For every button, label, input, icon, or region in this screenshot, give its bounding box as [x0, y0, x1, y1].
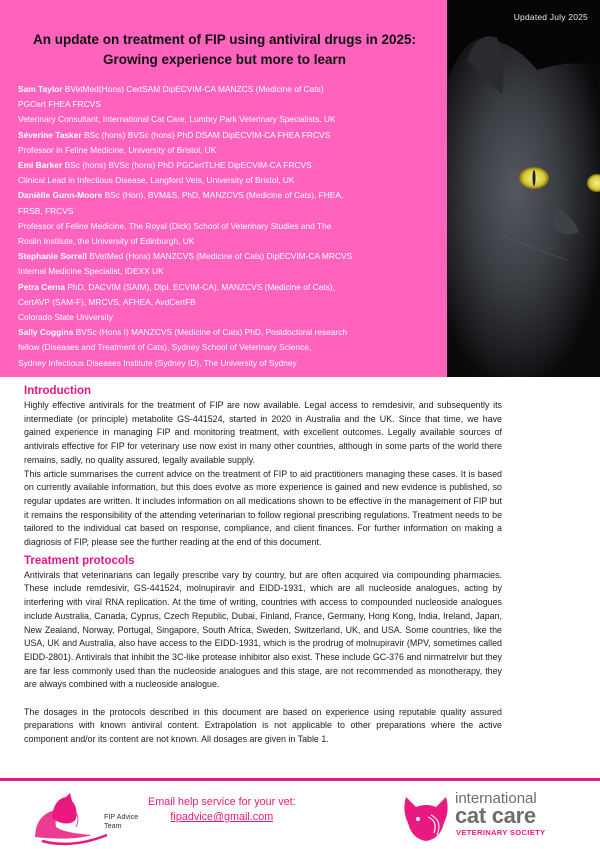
email-help-label: Email help service for your vet:: [148, 796, 296, 808]
footer: [0, 781, 600, 849]
header-banner: [0, 0, 600, 377]
author-qualifications: PGCert FHEA FRCVS: [18, 99, 101, 110]
author-affiliation: Internal Medicine Specialist, IDEXX UK: [18, 266, 164, 277]
author-name: Danièlle Gunn-Moore: [18, 190, 103, 201]
author-affiliation: Sydney Infectious Diseases Institute (Sydney ID), The University of Sydney: [18, 357, 297, 368]
author-qualifications: FRSB, FRCVS: [18, 205, 74, 216]
author-qualifications: BVetMed (Hons) MANZCVS (Medicine of Cats) DipECVIM-CA MRCVS: [89, 251, 353, 262]
author-affiliation: Professor of Feline Medicine, The Royal (Dick) School of Veterinary Studies and The: [18, 220, 332, 231]
introduction-paragraph-1: Highly effective antivirals for the treatment of FIP are now available. Legal access to remdesivir, and subsequently its intermediate (or principle) metabolite GS-441524, started in 2020 in Australia and the UK. Since that time, we have gained experience in managing FIP and monitoring treatment, with excellent outcomes. Legally available sources of antivirals effective for FIP for veterinary use now exist in many other countries, although in some parts of the world there remains, sadly, no quality assured, legally available supply.: [24, 400, 502, 465]
author-qualifications: BSc (hons) BVSc (hons) PhD DSAM DipECVIM-CA FHEA FRCVS: [83, 129, 331, 140]
icc-cat-head-icon: [400, 793, 452, 845]
author-affiliation: Colorado State University: [18, 312, 113, 323]
author-qualifications: PhD, DACVIM (SAIM), Dipl. ECVIM-CA), MANZCVS (Medicine of Cats),: [67, 281, 335, 292]
author-qualifications: fellow (Diseases and Treatment of Cats), Sydney School of Veterinary Science,: [18, 342, 312, 353]
introduction-heading: Introduction: [24, 385, 92, 397]
title-line-1: An update on treatment of FIP using antiviral drugs in 2025:: [32, 32, 417, 47]
updated-date: Updated July 2025: [513, 12, 588, 22]
introduction-paragraph-2: This article summarises the current advice on the treatment of FIP to aid practitioners managing these cases. It is based on currently available information, but this does evolve as more experience is gained and new evidence is published, so regular updates are written. It includes information on all medications shown to be effective in the management of FIP but it remains the responsibility of the attending veterinarian to follow regional prescribing regulations. Treatment needs to be tailored to the individual cat based on response, compliance, and client finances. For further information on making a diagnosis of FIP, please see the further reading at the end of this document.: [24, 468, 502, 548]
author-name: Séverine Tasker: [18, 129, 82, 140]
author-qualifications: BVetMed(Hons) CertSAM DipECVIM-CA MANZCS (Medicine of Cats): [64, 84, 324, 94]
author-qualifications: BSc (Hon), BVM&S, PhD, MANZCVS (Medicine of Cats), FHEA,: [104, 190, 344, 201]
author-entry: [18, 82, 434, 97]
email-help-block: [148, 795, 296, 825]
author-entry: [18, 280, 434, 295]
author-entry: [18, 158, 434, 173]
author-affiliation: Clinical Lead in Infectious Disease, Langford Vets, University of Bristol, UK: [18, 175, 295, 186]
treatment-protocols-heading: Treatment protocols: [24, 554, 135, 567]
author-qualifications: BSc (hons) BVSc (hons) PhD PGCertTLHE DipECVIM-CA FRCVS: [64, 160, 312, 171]
author-name: Emi Barker: [18, 160, 63, 171]
author-entry: [18, 325, 434, 340]
author-entry: [18, 249, 434, 264]
treatment-paragraph-2: The dosages in the protocols described in this document are based on experience using reputable quality assured preparations with known antiviral content. Extrapolation is not applicable to other preparations where the active component and/or its content are not known. All dosages are given in Table 1.: [24, 706, 502, 745]
email-link[interactable]: fipadvice@gmail.com: [170, 811, 274, 823]
author-name: Sam Taylor: [18, 84, 63, 94]
document-title: [12, 30, 437, 70]
icc-logo-line-3: VETERINARY SOCIETY: [456, 828, 546, 837]
author-list: [18, 82, 434, 371]
article-body: [24, 383, 502, 747]
author-affiliation: Veterinary Consultant, International Cat Care, Lumbry Park Veterinary Specialists, UK: [18, 114, 336, 125]
grey-cat-image: [447, 0, 600, 377]
author-affiliation: Roslin Institute, the University of Edinburgh, UK: [18, 236, 195, 247]
author-affiliation: Professor in Feline Medicine, University of Bristol, UK: [18, 144, 217, 155]
author-qualifications: CertAVP (SAM-F), MRCVS, AFHEA, AvdCertFB: [18, 296, 196, 307]
author-name: Petra Cerna: [18, 281, 66, 292]
author-name: Stephanie Sorrell: [18, 251, 87, 262]
international-cat-care-logo: [400, 791, 600, 847]
treatment-paragraph-1: Antivirals that veterinarians can legally prescribe vary by country, but are often acquired via compounding pharmacies. These include remdesivir, GS-441524, molnupiravir and EIDD-1931, which are all nucleoside analogues, acting by interfering with viral RNA replication. At the time of writing, countries with access to compounded nucleoside analogues include Australia, Canada, Cyprus, Czech Republic, Dubai, Finland, France, Germany, Hong Kong, India, Ireland, Japan, New Zealand, Norway, Portugal, Singapore, South Africa, Sweden, Switzerland, UK, and USA. Some countries, like the USA, UK and Australia, also have access to the EIDD-1931, which is the prodrug of molnupiravir (MPV, sometimes called EIDD-2801). Antivirals that inhibit the 3C-like protease inhibitor also exist. These include GC-376 and nirmatrelvir but they are far less commonly used than the nucleoside analogues and this stage, are not recommended as monotherapy, they are always combined with a nucleoside analogue.: [24, 569, 502, 690]
author-entry: [18, 128, 434, 143]
fip-logo-text: FIP Advice Team: [104, 812, 139, 830]
pink-title-panel: [0, 0, 447, 377]
author-qualifications: BVSc (Hons I) MANZCVS (Medicine of Cats) PhD, Postdoctoral research: [75, 327, 348, 338]
title-line-2: Growing experience but more to learn: [102, 52, 347, 67]
author-name: Sally Coggins: [18, 327, 74, 338]
fip-advice-team-logo: [32, 791, 147, 847]
icc-logo-line-2: cat care: [455, 803, 536, 828]
icc-logo-line-1: international: [455, 790, 537, 807]
paragraph-gap: [24, 692, 502, 706]
cat-photo: [447, 0, 600, 377]
author-entry: [18, 188, 434, 203]
